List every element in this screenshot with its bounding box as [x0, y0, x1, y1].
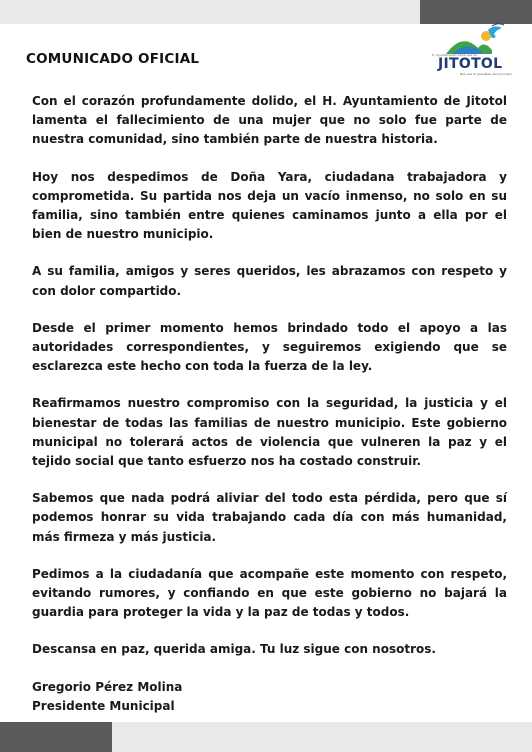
logo-emblem-icon: [432, 22, 518, 56]
signature-position: Presidente Municipal: [32, 698, 175, 713]
paragraph: Descansa en paz, querida amiga. Tu luz sigue con nosotros.: [32, 642, 436, 657]
logo-wordmark: JITOTOL: [438, 56, 503, 72]
logo-subtitle: Nos une la grandeza del municipio: [460, 72, 512, 76]
document-body: [32, 92, 507, 716]
document-title: COMUNICADO OFICIAL: [26, 51, 200, 67]
bottom-decorative-bar-light: [112, 722, 532, 752]
bottom-decorative-bar-dark: [0, 722, 112, 752]
jitotol-logo: [432, 22, 518, 78]
paragraph: A su familia, amigos y seres queridos, les abrazamos con respeto y con dolor compartido.: [32, 264, 507, 298]
top-decorative-bar-light: [0, 0, 420, 24]
paragraph: Desde el primer momento hemos brindado todo el apoyo a las autoridades correspondientes, y seguiremos exigiendo que se esclarezca este hecho con toda la fuerza de la ley.: [32, 320, 507, 374]
signature-name: Gregorio Pérez Molina: [32, 679, 183, 694]
paragraph: Con el corazón profundamente dolido, el H. Ayuntamiento de Jitotol lamenta el fallecimiento de una mujer que no solo fue parte de nuestra comunidad, sino también parte de nuestra historia.: [32, 94, 507, 147]
paragraph: Hoy nos despedimos de Doña Yara, ciudadana trabajadora y comprometida. Su partida nos deja un vacío inmenso, no solo en su familia, sino también entre quienes caminamos junto a ella por el bien de nuestro municipio.: [32, 169, 507, 242]
signature-block: [32, 678, 507, 716]
top-decorative-bar-dark: [420, 0, 532, 24]
paragraph: Sabemos que nada podrá aliviar del todo esta pérdida, pero que sí podemos honrar su vida trabajando cada día con más humanidad, más firmeza y más justicia.: [32, 491, 507, 544]
paragraph: Reafirmamos nuestro compromiso con la seguridad, la justicia y el bienestar de todas las familias de nuestro municipio. Este gobierno municipal no tolerará actos de violencia que vulneren la paz y el tejido social que tanto esfuerzo nos ha costado construir.: [32, 396, 507, 469]
paragraph: Pedimos a la ciudadanía que acompañe este momento con respeto, evitando rumores, y confiando en que este gobierno no bajará la guardia para proteger la vida y la paz de todas y todos.: [32, 566, 507, 620]
logo-small-text: H. Ayuntamiento Municipal de: [432, 53, 478, 57]
